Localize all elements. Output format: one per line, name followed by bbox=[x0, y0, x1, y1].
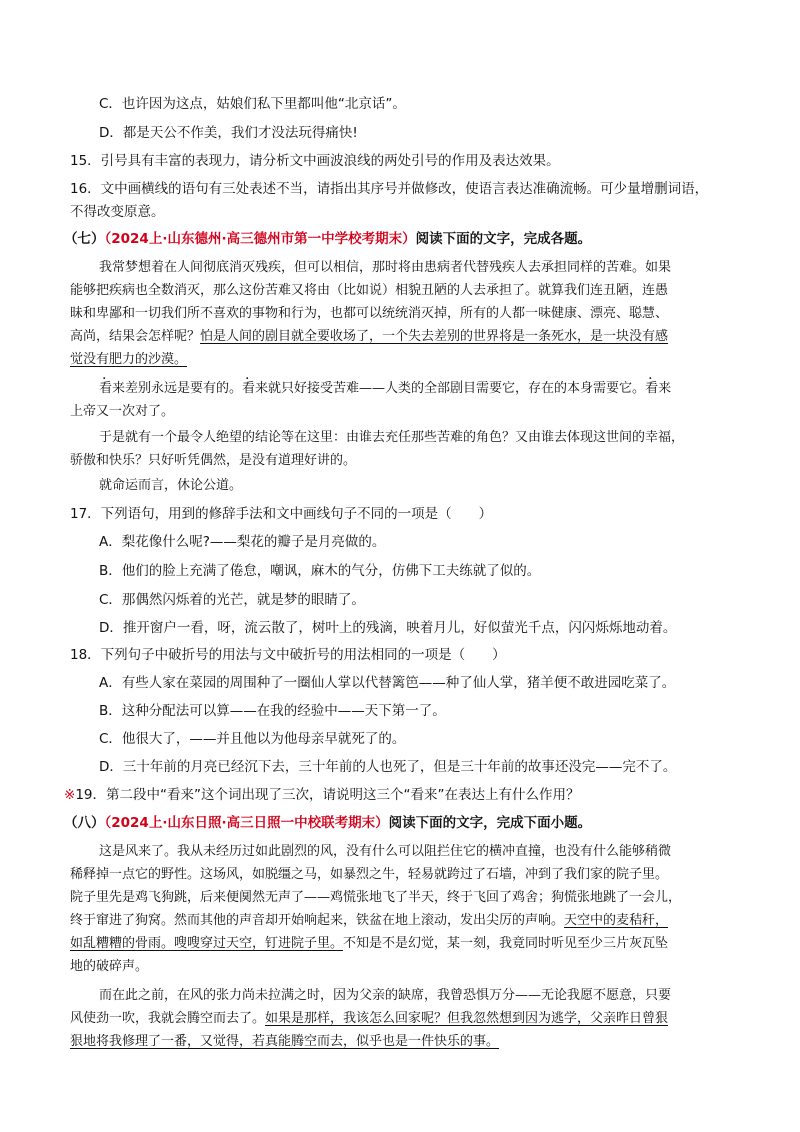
passage-line: 骄傲和快乐？只好听凭偶然，是没有道理好讲的。 bbox=[70, 453, 357, 468]
section-number: （七） bbox=[64, 231, 105, 247]
option-c: C．他很大了，——并且他以为他母亲早就死了的。 bbox=[99, 731, 406, 747]
passage-line: 这是风来了。我从未经历过如此剧烈的风，没有什么可以阻拦住它的横冲直撞，也没有什么能够稍微 bbox=[99, 844, 672, 859]
passage-line: 而在此之前，在风的张力尚未拉满之时，因为父亲的缺席，我曾恐惧万分——无论我愿不愿意，只要 bbox=[99, 988, 672, 1003]
question-18: 18．下列句子中破折号的用法与文中破折号的用法相同的一项是（ ） bbox=[70, 647, 506, 663]
passage-line bbox=[70, 350, 187, 370]
option-c: C．也许因为这点，姑娘们私下里都叫他“北京话”。 bbox=[99, 96, 406, 112]
passage-line: 于是就有一个最令人绝望的结论等在这里：由谁去充任那些苦难的角色？又由谁去体现这世间的幸福， bbox=[99, 430, 685, 445]
passage-line: 稀释掉一点它的野性。这场风，如脱缰之马，如暴烈之牛，轻易就跨过了石墙，冲到了我们家的院子里。 bbox=[70, 867, 669, 882]
underlined-sentence: 狠地将我修理了一番，又觉得，若真能腾空而去，似乎也是一件快乐的事。 bbox=[70, 1034, 500, 1049]
passage-line: 看来差别永远是要有的。看来就只好接受苦难——人类的全部剧目需要它，存在的本身需要它。看来 bbox=[99, 381, 672, 396]
emphasis-word: 看来 bbox=[645, 381, 672, 396]
option-d: D．三十年前的月亮已经沉下去，三十年前的人也死了，但是三十年前的故事还没完——完不了。 bbox=[99, 759, 677, 775]
passage-line: 昧和卑鄙和一切我们所不喜欢的事物和行为，也都可以统统消灭掉，所有的人都一味健康、漂亮、聪慧、 bbox=[70, 306, 669, 321]
underlined-sentence: 如乱糟糟的骨雨。嗖嗖穿过天空，钉进院子里。 bbox=[70, 936, 344, 951]
question-19: ※19．第二段中“看来”这个词出现了三次，请说明这三个“看来”在表达上有什么作用？ bbox=[64, 787, 580, 803]
emphasis-word: 看来 bbox=[99, 381, 126, 396]
section-8-heading bbox=[64, 813, 591, 833]
emphasis-word: 看来 bbox=[242, 381, 269, 396]
section-7-heading bbox=[64, 229, 591, 249]
passage-line: 风使劲一吹，我就会腾空而去了。如果是那样，我该怎么回家呢？但我忽然想到因为逃学，父亲昨日曾狠 bbox=[70, 1011, 669, 1026]
section-number: （八） bbox=[64, 815, 105, 831]
option-b: B．这种分配法可以算——在我的经验中——天下第一了。 bbox=[99, 703, 446, 719]
section-source: （2024上·山东德州·高三德州市第一中学校考期末） bbox=[104, 231, 416, 247]
passage-line: 我常梦想着在人间彻底消灭残疾，但可以相信，那时将由患病者代替残疾人去承担同样的苦难。如果 bbox=[99, 260, 672, 275]
passage-line: 地的破碎声。 bbox=[70, 959, 149, 974]
underlined-sentence: 怕是人间的剧目就全要收场了，一个失去差别的世界将是一条死水，是一块没有感 bbox=[200, 329, 669, 344]
passage-line: 终于窜进了狗窝。然而其他的声音却开始响起来，铁盆在地上滚动，发出尖厉的声响。天空中的麦秸秆， bbox=[70, 913, 669, 928]
underlined-sentence: 觉没有肥力的沙漠。 bbox=[70, 352, 188, 367]
passage-line: 上帝又一次对了。 bbox=[70, 404, 175, 419]
passage-line: 如乱糟糟的骨雨。嗖嗖穿过天空，钉进院子里。不知是不是幻觉，某一刻，我竟同时听见至少三片灰瓦坠 bbox=[70, 936, 669, 951]
option-c: C．那偶然闪烁着的光芒，就是梦的眼睛了。 bbox=[99, 592, 365, 608]
question-16-line2: 不得改变原意。 bbox=[70, 204, 165, 220]
section-instruction: 阅读下面的文字，完成下面小题。 bbox=[388, 815, 592, 831]
option-a: A．梨花像什么呢?——梨花的瓣子是月亮做的。 bbox=[99, 534, 386, 550]
question-17: 17．下列语句，用到的修辞手法和文中画线句子不同的一项是（ ） bbox=[70, 506, 493, 522]
question-15: 15．引号具有丰富的表现力，请分析文中画波浪线的两处引号的作用及表达效果。 bbox=[70, 153, 560, 169]
passage-line: 院子里先是鸡飞狗跳，后来便阒然无声了——鸡慌张地飞了半天，终于飞回了鸡舍；狗慌张地跳了一会儿， bbox=[70, 890, 682, 905]
passage-line bbox=[70, 1032, 499, 1052]
option-d: D．都是天公不作美，我们才没法玩得痛快! bbox=[99, 125, 358, 141]
option-d: D．推开窗户一看，呀，流云散了，树叶上的残滴，映着月儿，好似萤光千点，闪闪烁烁地动着。 bbox=[99, 620, 677, 636]
option-b: B．他们的脸上充满了倦怠，嘲讽，麻木的气分，仿佛下工夫练就了似的。 bbox=[99, 563, 541, 579]
passage-line: 能够把疾病也全数消灭，那么这份苦难又将由（比如说）相貌丑陋的人去承担了。就算我们连丑陋，连愚 bbox=[70, 283, 669, 298]
passage-line: 就命运而言，休论公道。 bbox=[99, 478, 243, 493]
passage-line: 高尚，结果会怎样呢？怕是人间的剧目就全要收场了，一个失去差别的世界将是一条死水，是一块没有感 bbox=[70, 329, 669, 344]
underlined-sentence: 如果是那样，我该怎么回家呢？但我忽然想到因为逃学，父亲昨日曾狠 bbox=[265, 1011, 669, 1026]
section-instruction: 阅读下面的文字，完成各题。 bbox=[415, 231, 592, 247]
option-a: A．有些人家在菜园的周围种了一圈仙人掌以代替篱笆——种了仙人掌，猪羊便不敢进园吃菜了。 bbox=[99, 675, 676, 691]
section-source: （2024上·山东日照·高三日照一中校联考期末） bbox=[104, 815, 389, 831]
reference-mark-icon: ※ bbox=[64, 787, 76, 803]
underlined-sentence: 天空中的麦秸秆， bbox=[564, 913, 669, 928]
question-16-line1: 16．文中画横线的语句有三处表述不当，请指出其序号并做修改，使语言表达准确流畅。可少量增删词语， bbox=[70, 181, 709, 197]
